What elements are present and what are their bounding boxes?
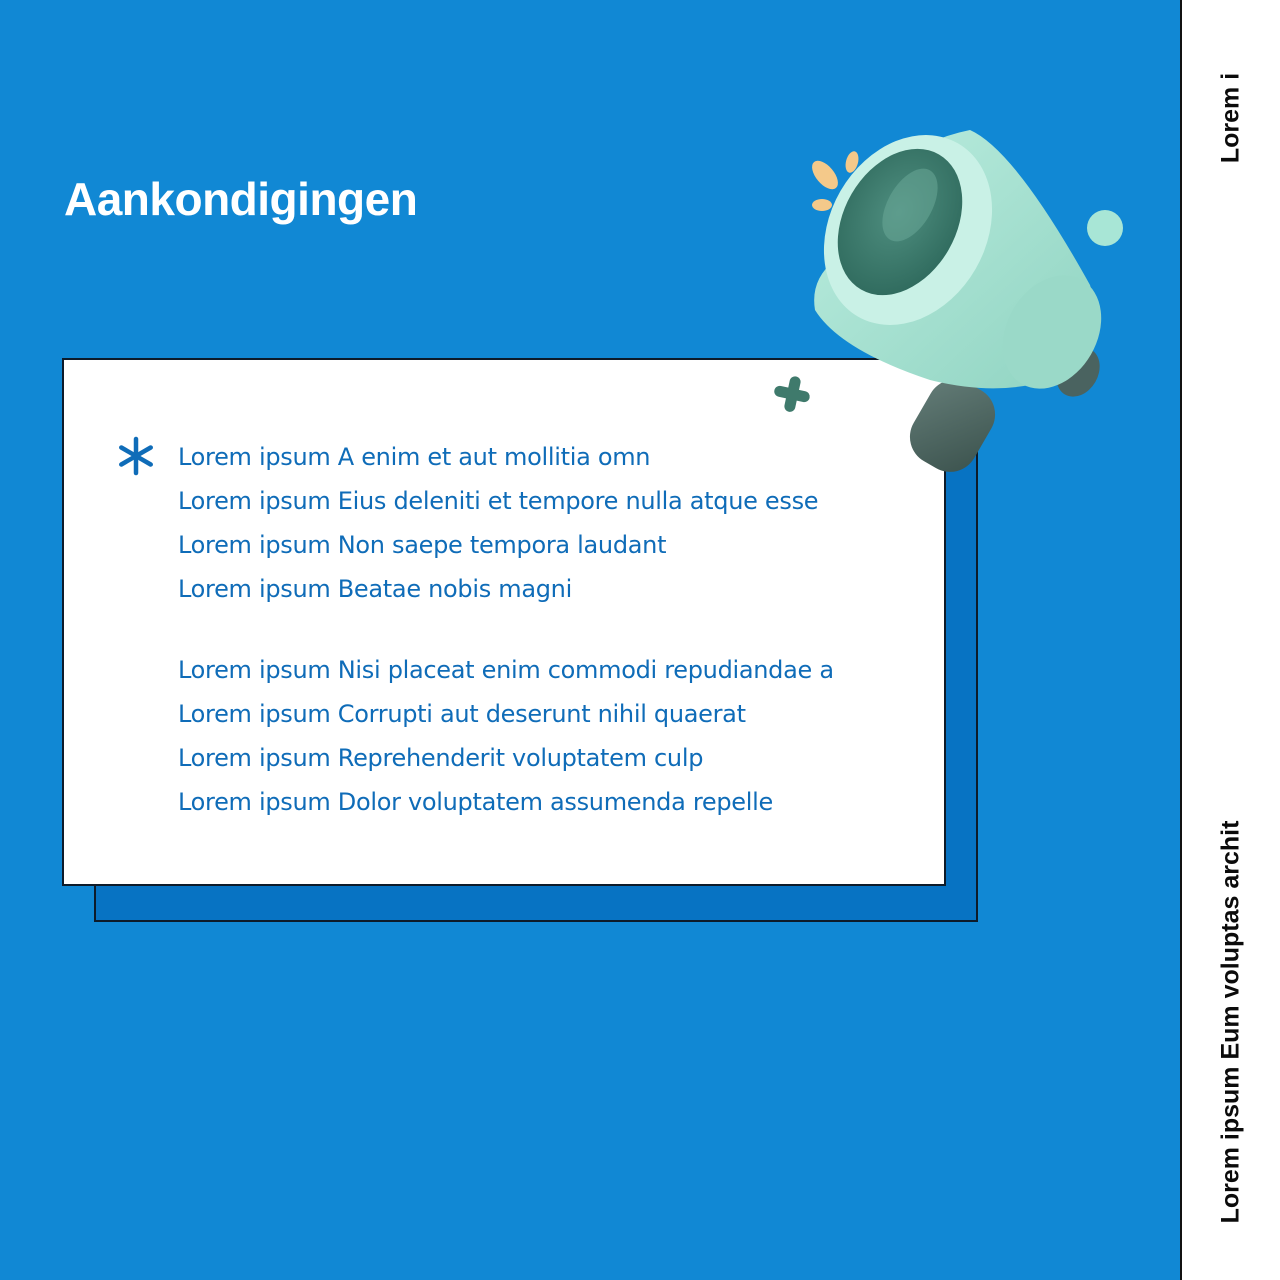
list-item: Lorem ipsum Nisi placeat enim commodi repudiandae a <box>178 656 834 684</box>
list-item: Lorem ipsum Beatae nobis magni <box>178 575 572 603</box>
list-item: Lorem ipsum Reprehenderit voluptatem culp <box>178 744 704 772</box>
side-rail <box>1180 0 1280 1280</box>
list-item: Lorem ipsum Non saepe tempora laudant <box>178 531 667 559</box>
list-item: Lorem ipsum Eius deleniti et tempore nulla atque esse <box>178 487 819 515</box>
asterisk-icon <box>114 434 158 478</box>
megaphone-icon <box>760 110 1160 490</box>
announcement-list <box>178 438 834 827</box>
list-item: Lorem ipsum Corrupti aut deserunt nihil quaerat <box>178 700 746 728</box>
rail-bottom-text: Lorem ipsum Eum voluptas archit <box>1216 820 1245 1224</box>
page-title: Aankondigingen <box>64 173 418 225</box>
list-item: Lorem ipsum Dolor voluptatem assumenda repelle <box>178 788 773 816</box>
rail-top-text: Lorem i <box>1216 72 1245 164</box>
list-item: Lorem ipsum A enim et aut mollitia omn <box>178 443 651 471</box>
